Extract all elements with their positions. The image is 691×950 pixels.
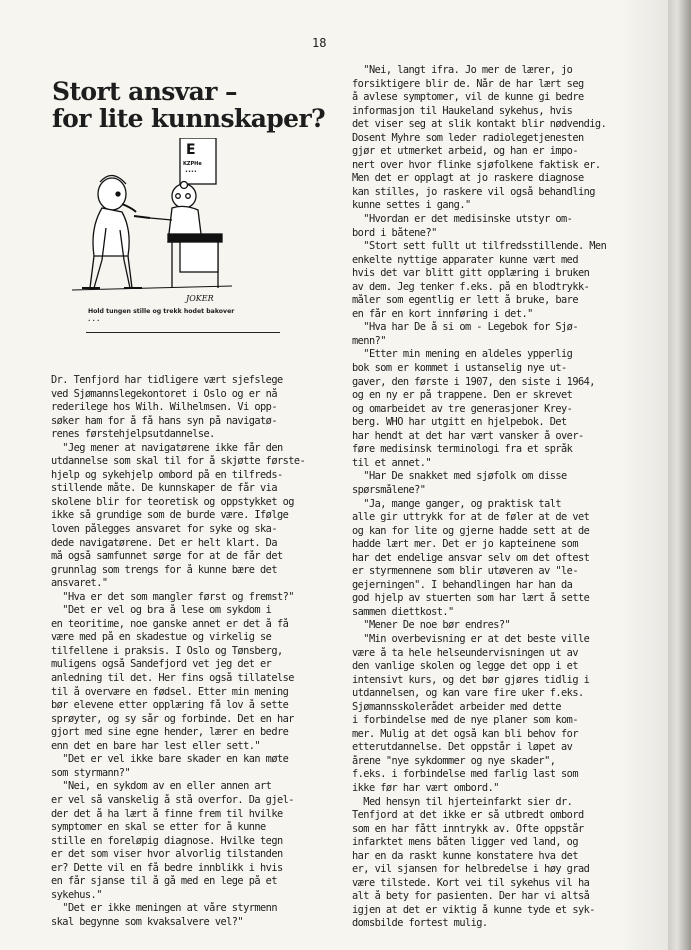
article-line: ved Sjømannslegekontoret i Oslo og er nå bbox=[51, 387, 277, 400]
article-line: enkelte nyttige apparater kunne vært med bbox=[352, 253, 578, 266]
article-line: infarktet mens båten ligger ved land, og bbox=[352, 836, 578, 849]
article-line: en får sjanse til å gå med en lege på et bbox=[51, 875, 277, 888]
article-line: ikke før har vært ombord." bbox=[352, 781, 499, 794]
article-line: "Nei, langt ifra. Jo mer de lærer, jo bbox=[352, 64, 573, 76]
cartoon-caption: Hold tungen stille og trekk hodet bakover . . . bbox=[88, 308, 235, 323]
article-line: en får en kort innføring i det." bbox=[352, 307, 533, 320]
article-line: spørsmålene?" bbox=[352, 483, 426, 496]
article-line: har en da raskt kunne konstatere hva det bbox=[352, 849, 578, 862]
article-line: skal begynne som kvaksalvere vel?" bbox=[51, 915, 244, 928]
article-line: og omarbeidet av tre generasjoner Krey- bbox=[352, 402, 573, 415]
article-line: gjør et utmerket arbeid, og han er impo- bbox=[352, 145, 578, 158]
article-line: ikke så grundige som de burde være. Ifølge bbox=[51, 509, 289, 522]
article-column-left bbox=[51, 374, 313, 929]
article-line: og kan for lite og gjerne hadde sett at de bbox=[352, 524, 590, 537]
article-line: der det å ha lært å finne frem til hvilke bbox=[51, 807, 283, 820]
article-line: "Ja, mange ganger, og praktisk talt bbox=[352, 497, 562, 510]
article-line: "Etter min mening en aldeles ypperlig bbox=[352, 348, 573, 361]
headline-line-2: for lite kunnskaper? bbox=[52, 104, 326, 133]
desk bbox=[168, 234, 222, 288]
article-line: hjelp og sykehjelp ombord på en tilfreds- bbox=[51, 468, 283, 481]
article-line: bør elevene etter opplæring få lov å sette bbox=[51, 699, 289, 712]
cartoonist-signature: JOKER bbox=[186, 294, 214, 303]
article-line: loven pålegges ansvaret for syke og ska- bbox=[51, 523, 277, 536]
article-line: sammen diettkost." bbox=[352, 605, 454, 618]
article-line: til et annet." bbox=[352, 456, 432, 469]
article-line: forsiktigere blir de. Når de har lært seg bbox=[352, 77, 584, 90]
cartoon-illustration bbox=[72, 138, 232, 310]
article-line: alle gir uttrykk for at de føler at de vet bbox=[352, 511, 590, 524]
article-line: tilfellene i praksis. I Oslo og Tønsberg, bbox=[51, 644, 283, 657]
article-line: sprøyter, og sy sår og forbinde. Det en har bbox=[51, 712, 294, 725]
caption-divider bbox=[86, 332, 280, 333]
doctor-figure bbox=[134, 182, 202, 243]
article-line: hvis det var blitt gitt opplæring i bruken bbox=[352, 267, 590, 280]
article-line: nert over hvor flinke sjøfolkene faktisk er. bbox=[352, 158, 601, 171]
article-line: har hendt at det har vært vansker å over- bbox=[352, 429, 584, 442]
article-line: være med på en skadestue og virkelig se bbox=[51, 631, 272, 644]
article-line: være å ta hele helseundervisningen ut av bbox=[352, 646, 578, 659]
article-line: "Har De snakket med sjøfolk om disse bbox=[352, 470, 567, 483]
article-line: ansvaret." bbox=[51, 577, 108, 590]
article-line: Men det er opplagt at jo raskere diagnose bbox=[352, 172, 584, 185]
article-line: årene "nye sykdommer og nye skader", bbox=[352, 754, 556, 767]
eye-chart-letter: E bbox=[186, 142, 196, 158]
article-line: kan stilles, jo raskere vil også behandling bbox=[352, 185, 595, 198]
article-line: "Hva har De å si om - Legebok for Sjø- bbox=[352, 321, 578, 334]
article-line: intensivt kurs, og det bør gjøres tidlig i bbox=[352, 673, 590, 686]
article-column-right bbox=[352, 64, 614, 931]
article-line: menn?" bbox=[352, 334, 386, 347]
page-shadow bbox=[620, 0, 668, 950]
article-line: søker ham for å få hans syn på navigatø- bbox=[51, 414, 277, 427]
eye-chart-row: KZPHe bbox=[183, 161, 202, 167]
article-line: som en har fått inntrykk av. Ofte oppstår bbox=[352, 822, 584, 835]
article-line: den vanlige skolen og legge det opp i et bbox=[352, 660, 578, 673]
article-line: "Det er ikke meningen at våre styrmenn bbox=[51, 902, 277, 915]
article-line: Sjømannsskolerådet arbeider med dette bbox=[352, 700, 562, 713]
article-line: bok som er kommet i ustanselig nye ut- bbox=[352, 362, 567, 375]
article-line: symptomer en skal se etter for å kunne bbox=[51, 821, 266, 834]
article-line: mer. Mulig at det også kan bli behov for bbox=[352, 727, 578, 740]
article-line: "Jeg mener at navigatørene ikke får den bbox=[51, 441, 283, 454]
article-line: "Det er vel og bra å lese om sykdom i bbox=[51, 604, 272, 617]
article-line: som styrmann?" bbox=[51, 766, 131, 779]
article-line: dede navigatørene. Det er helt klart. Da bbox=[51, 536, 277, 549]
article-line: "Det er vel ikke bare skader en kan møte bbox=[51, 753, 289, 766]
article-line: god hjelp av stuerten som har lært å sette bbox=[352, 592, 590, 605]
article-line: etterutdannelse. Det oppstår i løpet av bbox=[352, 741, 573, 754]
article-line: gjort med sine egne hender, lærer en bedre bbox=[51, 726, 289, 739]
article-line: stille en foreløpig diagnose. Hvilke tegn bbox=[51, 834, 283, 847]
article-line: i forbindelse med de nye planer som kom- bbox=[352, 714, 578, 727]
article-line: "Hvordan er det medisinske utstyr om- bbox=[352, 213, 573, 226]
article-line: muligens også Sandefjord vet jeg det er bbox=[51, 658, 272, 671]
article-line: er vel så vanskelig å stå overfor. Da gjel- bbox=[51, 793, 294, 806]
article-line: å avlese symptomer, vil de kunne gi bedre bbox=[352, 91, 584, 104]
article-line: enn det en bare har lest eller sett." bbox=[51, 739, 261, 752]
article-line: "Hva er det som mangler først og fremst?" bbox=[51, 590, 294, 603]
article-line: er? Dette vil en få bedre innblikk i hvis bbox=[51, 861, 283, 874]
article-line: renes førstehjelpsutdannelse. bbox=[51, 428, 215, 441]
article-line: til å overvære en fødsel. Etter min mening bbox=[51, 685, 289, 698]
article-line: hadde lært mer. Det er jo kapteinene som bbox=[352, 538, 578, 551]
article-line: Dr. Tenfjord har tidligere vært sjefslege bbox=[51, 374, 283, 386]
article-line: berg. WHO har utgitt en hjelpebok. Det bbox=[352, 416, 567, 429]
article-line: "Mener De noe bør endres?" bbox=[352, 619, 511, 632]
page-edge bbox=[668, 0, 691, 950]
article-line: det viser seg at slik kontakt blir nødvendig. bbox=[352, 118, 607, 131]
article-line: måler som egentlig er lett å bruke, bare bbox=[352, 294, 578, 307]
article-headline bbox=[52, 77, 326, 133]
article-line: er det som viser hvor alvorlig tilstanden bbox=[51, 848, 283, 861]
article-line: sykehus." bbox=[51, 888, 102, 901]
article-line: Med hensyn til hjerteinfarkt sier dr. bbox=[352, 795, 573, 808]
article-line: er styrmennene som blir utøveren av "le- bbox=[352, 565, 578, 578]
article-line: gaver, den første i 1907, den siste i 1964, bbox=[352, 375, 595, 388]
article-line: utdannelse som skal til for å skjøtte første- bbox=[51, 455, 306, 468]
article-line: av dem. Jeg tenker f.eks. på en blodtrykk- bbox=[352, 280, 590, 293]
article-line: anledning til det. Her fins også tillatelse bbox=[51, 672, 294, 685]
article-line: føre medisinsk terminologi fra et språk bbox=[352, 443, 573, 456]
article-line: kunne settes i gang." bbox=[352, 199, 471, 212]
article-line: en teoritime, noe ganske annet er det å få bbox=[51, 617, 289, 630]
article-line: igjen at det er viktig å kunne tyde et syk- bbox=[352, 903, 595, 916]
article-line: informasjon til Haukeland sykehus, hvis bbox=[352, 104, 573, 117]
article-line: "Stort sett fullt ut tilfredsstillende. Men bbox=[352, 240, 607, 253]
article-line: gejerningen". I behandlingen har han da bbox=[352, 578, 573, 591]
article-line: må også samfunnet sørge for at de får det bbox=[51, 550, 283, 563]
article-line: grunnlag som trengs for å kunne bære det bbox=[51, 563, 277, 576]
patient-figure bbox=[82, 175, 142, 288]
article-line: stillende måte. De kunnskaper de får via bbox=[51, 482, 277, 495]
article-line: alt å bety for pasienten. Der har vi altså bbox=[352, 890, 590, 903]
article-line: domsbilde fortest mulig. bbox=[352, 917, 488, 930]
eye-chart-row: •••• bbox=[185, 169, 197, 175]
article-line: Dosent Myhre som leder radiolegetjenesten bbox=[352, 131, 584, 144]
article-line: "Nei, en sykdom av en eller annen art bbox=[51, 780, 272, 793]
article-line: og en ny er på trappene. Den er skrevet bbox=[352, 389, 573, 402]
article-line: rederilege hos Wilh. Wilhelmsen. Vi opp- bbox=[51, 401, 277, 414]
article-line: bord i båtene?" bbox=[352, 226, 437, 239]
article-line: utdannelsen, og kan vare fire uker f.eks. bbox=[352, 687, 584, 700]
article-line: har det endelige ansvar selv om det oftest bbox=[352, 551, 590, 564]
article-line: er, vil sjansen for helbredelse i høy grad bbox=[352, 863, 590, 876]
article-line: "Min overbevisning er at det beste ville bbox=[352, 632, 590, 645]
article-line: Tenfjord at det ikke er så utbredt ombord bbox=[352, 809, 584, 822]
page-number: 18 bbox=[312, 36, 327, 50]
article-line: skolene blir for teoretisk og oppstykket og bbox=[51, 495, 294, 508]
headline-line-1: Stort ansvar – bbox=[52, 77, 237, 106]
article-line: være tilstede. Kort vei til sykehus vil ha bbox=[352, 876, 590, 889]
article-line: f.eks. i forbindelse med farlig last som bbox=[352, 768, 578, 781]
